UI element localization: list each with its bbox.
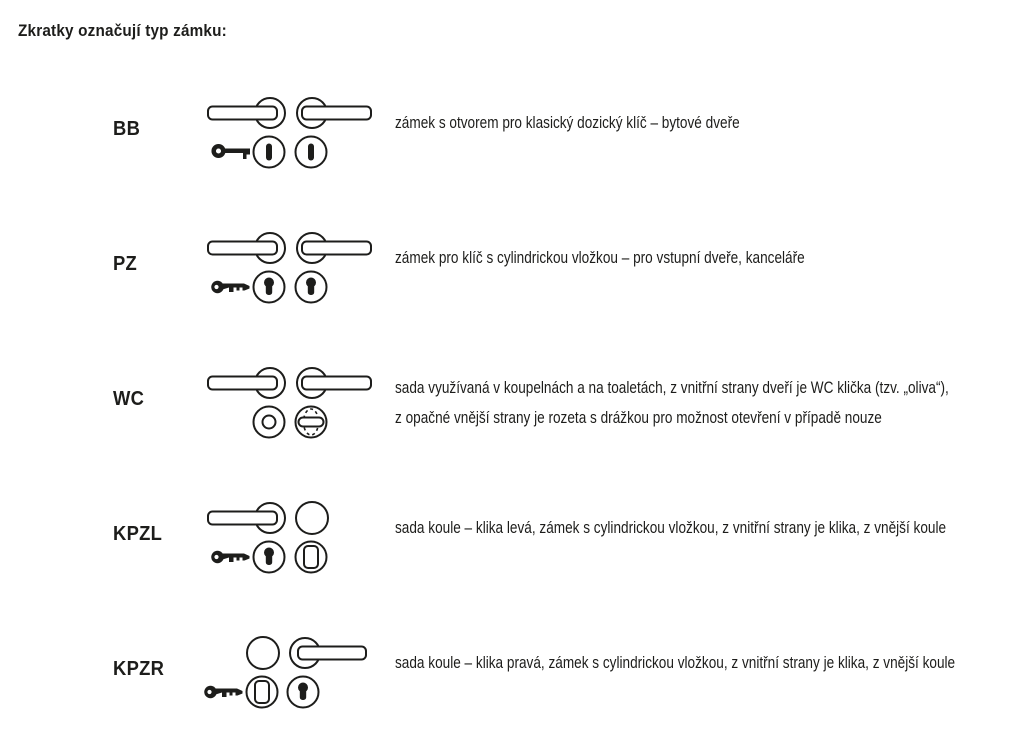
bb-icon-set: [205, 96, 380, 176]
lock-type-code-pz: PZ: [113, 253, 138, 275]
description-line: sada koule – klika levá, zámek s cylindrickou vložkou, z vnitřní strany je klika, z vnější koule: [395, 518, 947, 537]
lock-type-description: [395, 243, 805, 273]
cylinder-key-icon: [211, 551, 249, 564]
description-line: zámek pro klíč s cylindrickou vložkou – pro vstupní dveře, kanceláře: [395, 248, 805, 267]
document-title: Zkratky označují typ zámku:: [18, 21, 227, 40]
bb-keyhole-rosette-icon: [296, 137, 327, 168]
door-handle-right-icon: [297, 368, 371, 398]
kpzr-icon-set: [198, 636, 373, 716]
lock-type-description: [395, 108, 740, 138]
door-handle-right-icon: [297, 98, 371, 128]
door-handle-left-icon: [208, 503, 285, 533]
lock-type-code-kpzl: KPZL: [113, 523, 163, 545]
pz-keyhole-rosette-icon: [254, 542, 285, 573]
classic-key-icon: [214, 146, 250, 159]
blank-knob-rosette-icon: [296, 542, 327, 573]
groove-rosette-icon: [254, 407, 285, 438]
door-knob-icon: [296, 502, 328, 534]
lock-type-code-bb: BB: [113, 118, 141, 140]
door-handle-left-icon: [208, 98, 285, 128]
description-line: sada koule – klika pravá, zámek s cylindrickou vložkou, z vnitřní strany je klika, z vnější koule: [395, 653, 956, 672]
pz-keyhole-rosette-icon: [296, 272, 327, 303]
description-line: zámek s otvorem pro klasický dozický klíč – bytové dveře: [395, 113, 740, 132]
door-handle-left-icon: [208, 233, 285, 263]
pz-icon-set: [205, 231, 380, 311]
lock-type-description: [395, 373, 949, 433]
lock-type-description: [395, 648, 955, 678]
door-handle-right-icon: [290, 638, 366, 668]
lock-type-code-kpzr: KPZR: [113, 658, 165, 680]
lock-type-description: [395, 513, 946, 543]
door-handle-right-icon: [297, 233, 371, 263]
door-knob-icon: [247, 637, 279, 669]
description-line: sada využívaná v koupelnách a na toaletách, z vnitřní strany dveří je WC klička (tzv. „oliva“),: [395, 378, 949, 397]
description-line: z opačné vnější strany je rozeta s drážkou pro možnost otevření v případě nouze: [395, 408, 882, 427]
wc-icon-set: [205, 366, 380, 446]
blank-knob-rosette-icon: [247, 677, 278, 708]
cylinder-key-icon: [211, 281, 249, 294]
wc-oliva-icon: [296, 407, 327, 438]
bb-keyhole-rosette-icon: [254, 137, 285, 168]
pz-keyhole-rosette-icon: [288, 677, 319, 708]
lock-type-code-wc: WC: [113, 388, 145, 410]
pz-keyhole-rosette-icon: [254, 272, 285, 303]
cylinder-key-icon: [204, 686, 242, 699]
door-handle-left-icon: [208, 368, 285, 398]
kpzl-icon-set: [205, 501, 380, 581]
